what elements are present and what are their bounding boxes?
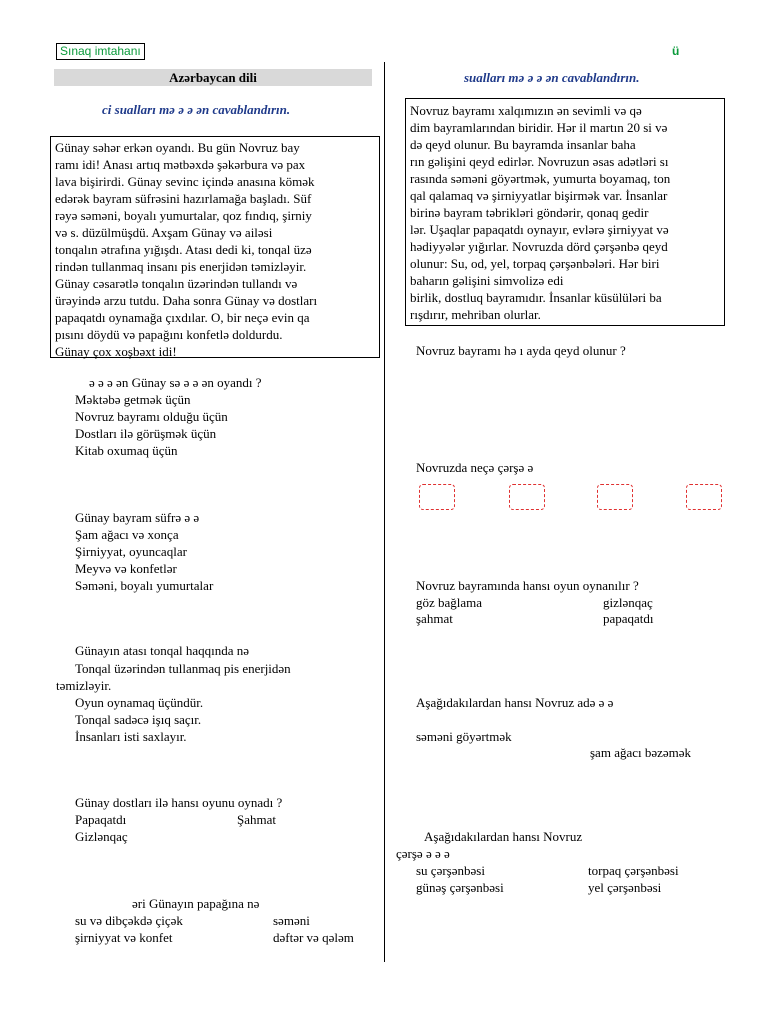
left-q5-option[interactable]: dəftər və qələm bbox=[273, 930, 354, 945]
right-q3-option[interactable]: göz bağlama bbox=[416, 595, 483, 610]
corner-mark: ü bbox=[672, 44, 680, 58]
right-q4-question: Aşağıdakılardan hansı Novruz adə ə ə bbox=[416, 695, 614, 710]
left-q1-option[interactable]: Novruz bayramı olduğu üçün bbox=[75, 409, 228, 424]
right-q5-option[interactable]: su çərşənbəsi bbox=[416, 863, 485, 878]
left-q3-option[interactable]: Tonqal üzərindən tullanmaq pis enerjidən bbox=[75, 661, 291, 676]
left-q1-option[interactable]: Kitab oxumaq üçün bbox=[75, 443, 178, 458]
column-divider bbox=[384, 62, 385, 962]
right-q4-option[interactable]: şam ağacı bəzəmək bbox=[590, 745, 692, 760]
left-q2-option[interactable]: Şam ağacı və xonça bbox=[75, 527, 179, 542]
left-q2-option[interactable]: Səməni, boyalı yumurtalar bbox=[75, 578, 214, 593]
left-q3-option[interactable]: İnsanları isti saxlayır. bbox=[75, 729, 187, 744]
left-q2-option[interactable]: Şirniyyat, oyuncaqlar bbox=[75, 544, 187, 559]
right-q5-question: Aşağıdakılardan hansı Novruz bbox=[424, 829, 583, 844]
left-q1-option[interactable]: Məktəbə getmək üçün bbox=[75, 392, 191, 407]
right-q3-option[interactable]: şahmat bbox=[416, 611, 453, 626]
left-q2-question: Günay bayram süfrə ə ə bbox=[75, 510, 200, 525]
answer-box[interactable] bbox=[597, 484, 633, 510]
left-q3-question: Günayın atası tonqal haqqında nə bbox=[75, 643, 250, 658]
left-q1-option[interactable]: Dostları ilə görüşmək üçün bbox=[75, 426, 217, 441]
right-q3-option[interactable]: papaqatdı bbox=[603, 611, 654, 626]
left-q4-option[interactable]: Şahmat bbox=[237, 812, 276, 827]
right-q3-question: Novruz bayramında hansı oyun oynanılır ? bbox=[416, 578, 639, 593]
right-passage: Novruz bayramı xalqımızın ən sevimli və qə dim bayramlarından biridir. Hər il martın 20 si və də qeyd olunur. Bu bayramda insanlar baha rın gəlişini qeyd edirlər. Novruzun əsas adətləri sı rasında səməni göyərtmək, yumurta boyamaq, ton qal qalamaq və şirniyyatlar bişirmək var. İnsanlar birinə bayram təbrikləri göndərir, qonaq gedir lər. Uşaqlar papaqatdı oynayır, evlərə şirniyyat və hədiyyələr yığırlar. Novruzda dörd çərşənbə qeyd olunur: Su, od, yel, torpaq çərşənbələri. Hər biri baharın gəlişini simvolizə edi birlik, dostluq bayramıdır. İnsanlar küsülüləri ba rışdırır, mehriban olurlar. bbox=[405, 98, 725, 326]
left-q4-option[interactable]: Papaqatdı bbox=[75, 812, 127, 827]
right-q5-option[interactable]: günəş çərşənbəsi bbox=[416, 880, 504, 895]
subject-title: Azərbaycan dili bbox=[54, 69, 372, 86]
right-q5-option[interactable]: yel çərşənbəsi bbox=[588, 880, 662, 895]
right-q5-option[interactable]: torpaq çərşənbəsi bbox=[588, 863, 679, 878]
left-q2-option[interactable]: Meyvə və konfetlər bbox=[75, 561, 177, 576]
right-instruction: sualları mə ə ə ən cavablandırın. bbox=[464, 70, 640, 85]
answer-box[interactable] bbox=[419, 484, 455, 510]
left-q5-question: əri Günayın papağına nə bbox=[132, 896, 260, 911]
left-q5-option[interactable]: səməni bbox=[273, 913, 310, 928]
left-instruction: ci sualları mə ə ə ən cavablandırın. bbox=[102, 102, 291, 117]
exam-badge: Sınaq imtahanı bbox=[56, 43, 145, 60]
right-q5-question-line2: çərşə ə ə ə bbox=[396, 846, 450, 861]
right-q3-option[interactable]: gizlənqaç bbox=[603, 595, 653, 610]
left-q5-option[interactable]: su və dibçəkdə çiçək bbox=[75, 913, 183, 928]
left-q3-option[interactable]: Oyun oynamaq üçündür. bbox=[75, 695, 204, 710]
answer-box[interactable] bbox=[686, 484, 722, 510]
right-q2-question: Novruzda neçə çərşə ə bbox=[416, 460, 534, 475]
left-q1-question: ə ə ə ən Günay sə ə ə ən oyandı ? bbox=[89, 375, 262, 390]
left-q4-option[interactable]: Gizlənqaç bbox=[75, 829, 128, 844]
left-q3-option[interactable]: Tonqal sadəcə işıq saçır. bbox=[75, 712, 202, 727]
left-q3-option-continued: təmizləyir. bbox=[56, 678, 112, 693]
right-q4-option[interactable]: səməni göyərtmək bbox=[416, 729, 512, 744]
left-passage: Günay səhər erkən oyandı. Bu gün Novruz bay ramı idi! Anası artıq mətbəxdə şəkərbura və pax lava bişirirdi. Günay sevinc içində anasına kömək edərək bayram süfrəsini hazırlamağa başladı. Süf rəyə səməni, boyalı yumurtalar, qoz fındıq, şirniy və s. düzülmüşdü. Axşam Günay və ailəsi tonqalın ətrafına yığışdı. Atası dedi ki, tonqal üzə rindən tullanmaq insanı pis enerjidən təmizləyir. Günay cəsarətlə tonqalın üzərindən tullandı və ürəyində arzu tutdu. Daha sonra Günay və dostları papaqatdı oynamağa çıxdılar. O, bir neçə evin qa pısını döydü və papağını konfetlə doldurdu. Günay çox xoşbəxt idi! bbox=[50, 136, 380, 358]
left-q5-option[interactable]: şirniyyat və konfet bbox=[75, 930, 173, 945]
right-q1-question: Novruz bayramı hə ı ayda qeyd olunur ? bbox=[416, 343, 626, 358]
left-q4-question: Günay dostları ilə hansı oyunu oynadı ? bbox=[75, 795, 283, 810]
answer-box[interactable] bbox=[509, 484, 545, 510]
